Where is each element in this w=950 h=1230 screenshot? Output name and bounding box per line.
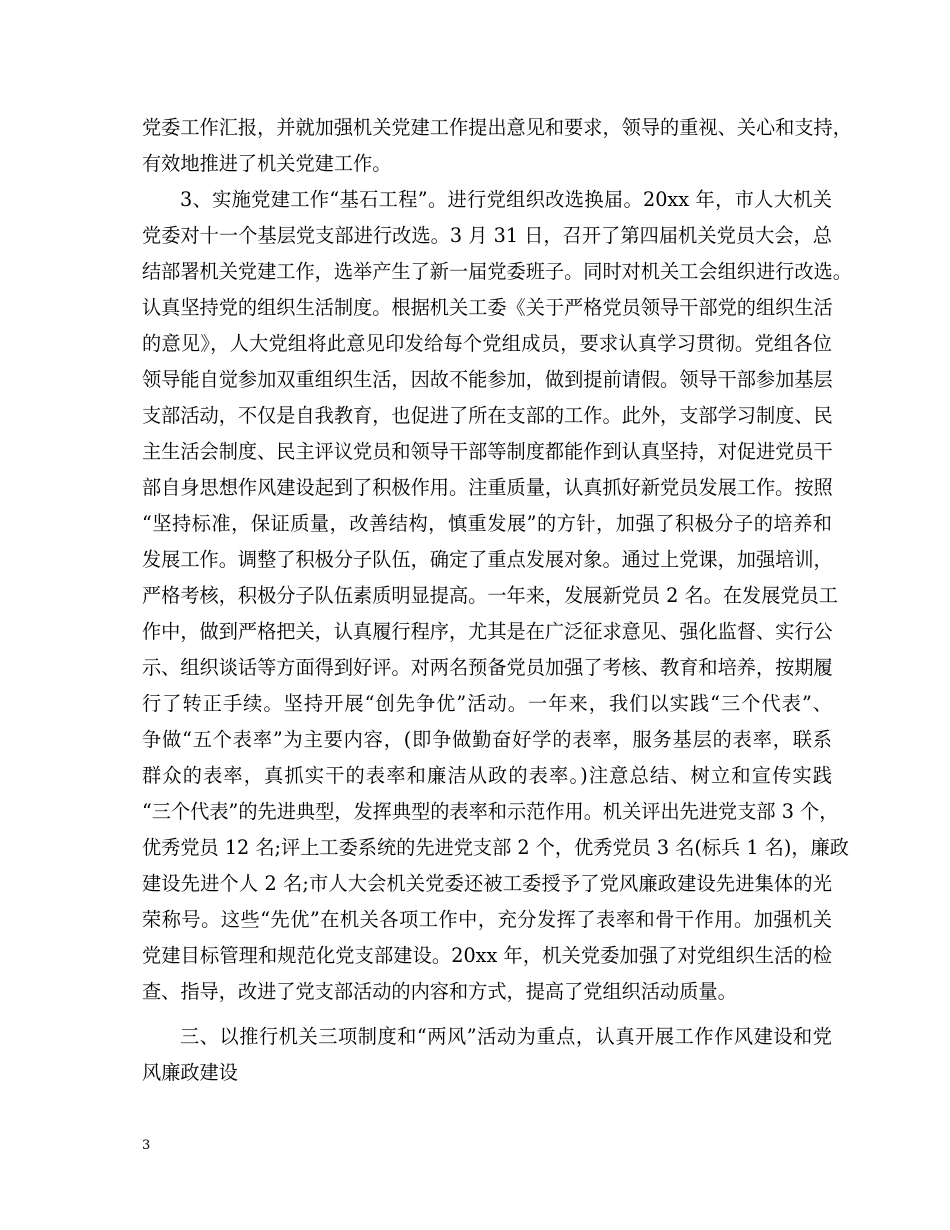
- paragraph-line: 发展工作。调整了积极分子队伍，确定了重点发展对象。通过上党课，加强培训，: [142, 548, 833, 571]
- page-number: 3: [142, 1138, 151, 1153]
- paragraph-line: 有效地推进了机关党建工作。: [142, 152, 392, 175]
- paragraph-line: 的意见》，人大党组将此意见印发给每个党组成员，要求认真学习贯彻。党组各位: [142, 332, 832, 355]
- section-heading-line: 三、以推行机关三项制度和“两风”活动为重点，认真开展工作作风建设和党: [180, 1025, 832, 1048]
- paragraph-line: 部自身思想作风建设起到了积极作用。注重质量，认真抓好新党员发展工作。按照: [142, 476, 833, 499]
- paragraph-line: “三个代表”的先进典型，发挥典型的表率和示范作用。机关评出先进党支部 3 个，: [142, 800, 839, 823]
- paragraph-line: 争做“五个表率”为主要内容，(即争做勤奋好学的表率，服务基层的表率，联系: [142, 728, 832, 751]
- section-heading-line: 风廉政建设: [142, 1061, 238, 1084]
- paragraph-line: 荣称号。这些“先优”在机关各项工作中，充分发挥了表率和骨干作用。加强机关: [142, 908, 832, 931]
- paragraph-line: 支部活动，不仅是自我教育，也促进了所在支部的工作。此外，支部学习制度、民: [142, 404, 833, 427]
- paragraph-line: 严格考核，积极分子队伍素质明显提高。一年来，发展新党员 2 名。在发展党员工: [142, 584, 838, 607]
- paragraph-line: 领导能自觉参加双重组织生活，因故不能参加，做到提前请假。领导干部参加基层: [142, 368, 833, 391]
- paragraph-line: 结部署机关党建工作，选举产生了新一届党委班子。同时对机关工会组织进行改选。: [142, 260, 852, 283]
- paragraph-line: 主生活会制度、民主评议党员和领导干部等制度都能作到认真坚持，对促进党员干: [142, 440, 833, 463]
- paragraph-line: 党委对十一个基层党支部进行改选。3 月 31 日，召开了第四届机关党员大会，总: [142, 224, 832, 247]
- paragraph-line: 示、组织谈话等方面得到好评。对两名预备党员加强了考核、教育和培养，按期履: [142, 656, 833, 679]
- paragraph-line: 优秀党员 12 名;评上工委系统的先进党支部 2 个，优秀党员 3 名(标兵 1 名)，廉政: [142, 836, 849, 859]
- paragraph-line: 党建目标管理和规范化党支部建设。20xx 年，机关党委加强了对党组织生活的检: [142, 944, 832, 967]
- paragraph-line: 查、指导，改进了党支部活动的内容和方式，提高了党组织活动质量。: [142, 980, 737, 1003]
- paragraph-line: 认真坚持党的组织生活制度。根据机关工委《关于严格党员领导干部党的组织生活: [142, 296, 833, 319]
- paragraph-line: “坚持标准，保证质量，改善结构，慎重发展”的方针，加强了积极分子的培养和: [142, 512, 832, 535]
- paragraph-line: 建设先进个人 2 名;市人大会机关党委还被工委授予了党风廉政建设先进集体的光: [142, 872, 832, 895]
- paragraph-line: 作中，做到严格把关，认真履行程序，尤其是在广泛征求意见、强化监督、实行公: [142, 620, 833, 643]
- paragraph-line: 3、实施党建工作“基石工程”。进行党组织改选换届。20xx 年，市人大机关: [180, 188, 832, 211]
- paragraph-line: 党委工作汇报，并就加强机关党建工作提出意见和要求，领导的重视、关心和支持，: [142, 116, 852, 139]
- paragraph-line: 行了转正手续。坚持开展“创先争优”活动。一年来，我们以实践“三个代表”、: [142, 692, 832, 715]
- paragraph-line: 群众的表率，真抓实干的表率和廉洁从政的表率。)注意总结、树立和宣传实践: [142, 764, 832, 787]
